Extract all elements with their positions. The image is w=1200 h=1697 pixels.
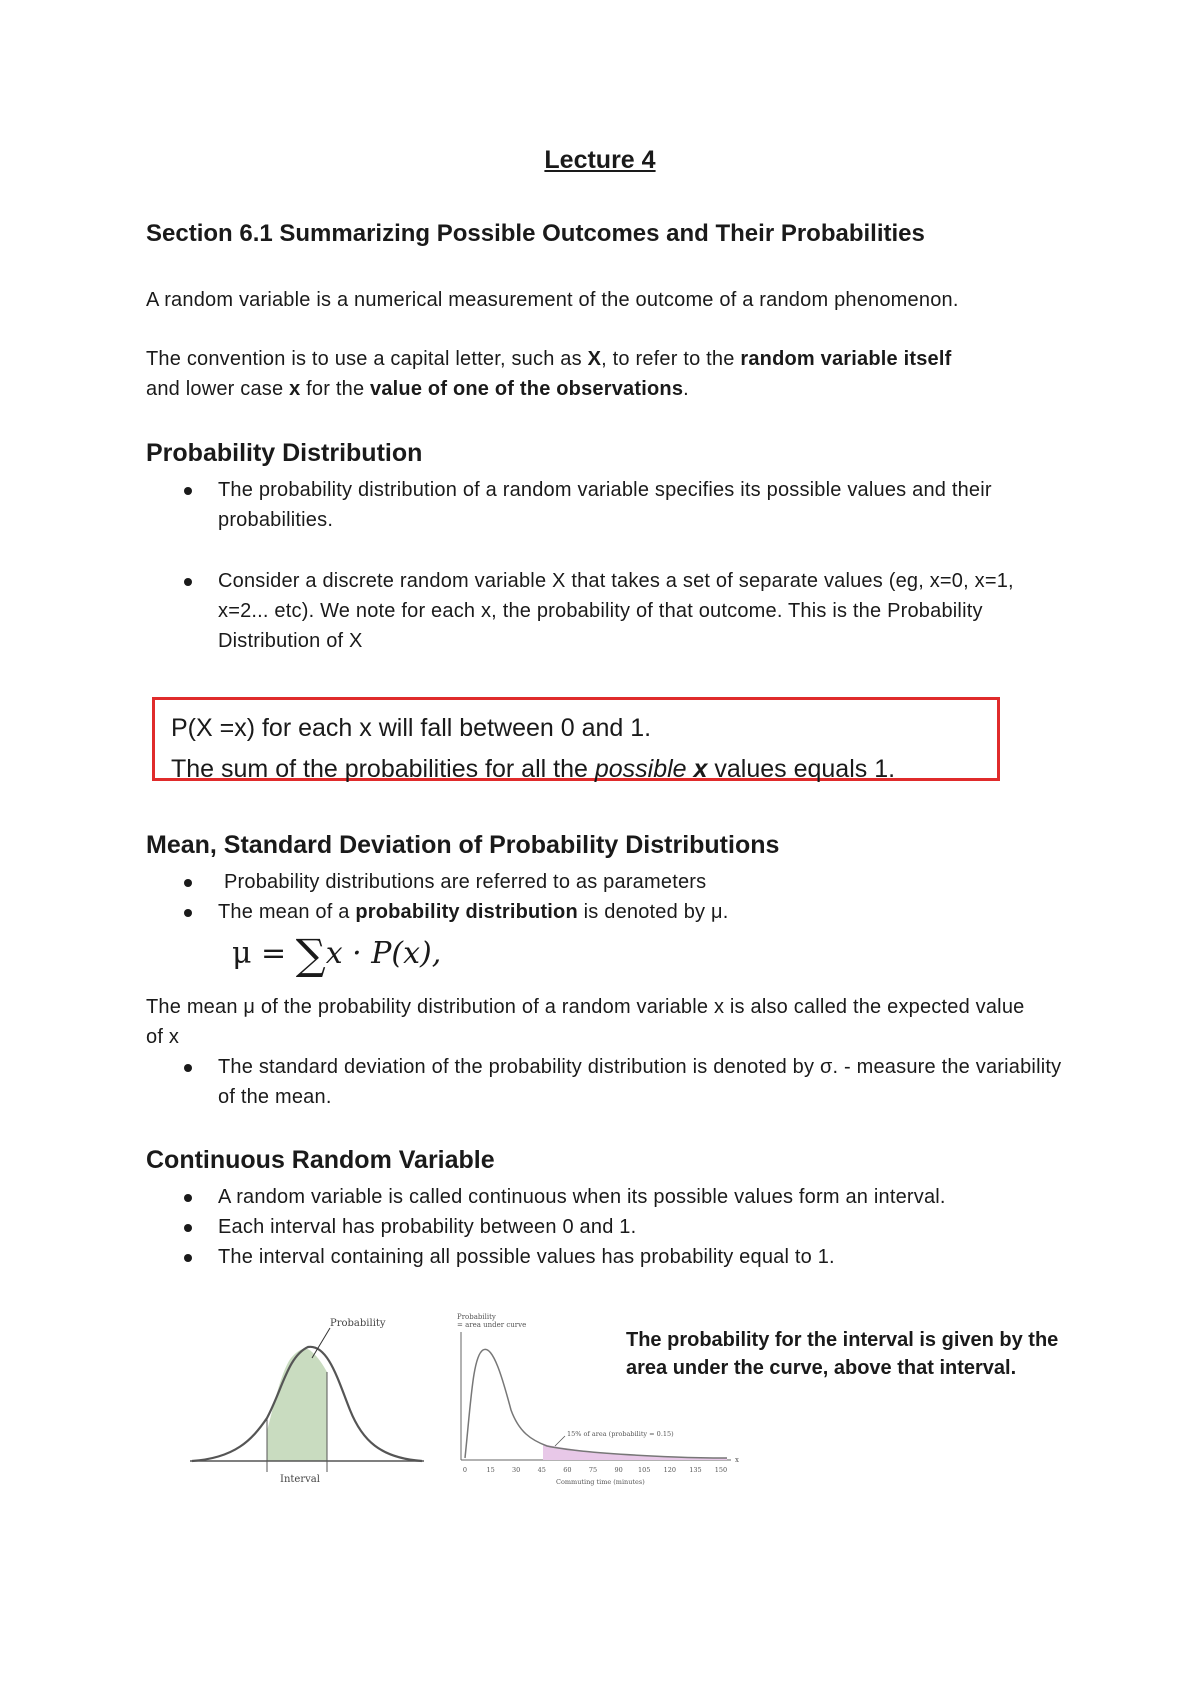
key-facts-box [152, 697, 1000, 781]
bullet-dot [184, 1194, 192, 1202]
prob-dist-heading: Probability Distribution [146, 439, 423, 467]
interval-area [267, 1349, 327, 1461]
convention-text-5: . [683, 378, 689, 400]
skew-tick-label: 60 [563, 1466, 572, 1474]
mean-sd-bullet-2b: is denoted by μ. [577, 901, 729, 923]
section-heading: Section 6.1 Summarizing Possible Outcomes and Their Probabilities [146, 220, 925, 247]
mean-sd-bullet-2a: The mean of a [218, 901, 356, 923]
convention-bold-random-variable: random variable itself [740, 348, 952, 370]
continuous-bullet-3: The interval containing all possible values has probability equal to 1. [218, 1246, 835, 1268]
convention-capital-x: X [587, 348, 602, 370]
formula-lhs: μ = [232, 936, 296, 971]
convention-text-2: , to refer to the [601, 348, 741, 370]
page-title: Lecture 4 [544, 146, 656, 174]
bullet-dot [184, 909, 192, 917]
key-facts-x: x [693, 755, 708, 783]
mean-sd-bullet-2-bold: probability distribution [355, 901, 578, 923]
formula-rhs: x · P(x), [325, 936, 442, 971]
skew-tick-label: 30 [512, 1466, 521, 1474]
bullet-dot [184, 1224, 192, 1232]
skew-tick-label: 15 [486, 1466, 495, 1474]
mean-formula [232, 930, 441, 979]
skew-tick-label: 120 [663, 1466, 677, 1474]
convention-paragraph [146, 344, 1066, 404]
mean-sd-bullet-2 [218, 897, 1078, 927]
skew-tick-label: 0 [462, 1466, 468, 1474]
continuous-bullet-2: Each interval has probability between 0 and 1. [218, 1216, 637, 1238]
skew-tick-label: 105 [637, 1466, 651, 1474]
skew-tick-label: 45 [537, 1466, 546, 1474]
intro-paragraph: A random variable is a numerical measurement of the outcome of a random phenomenon. [146, 289, 959, 311]
sigma-symbol: ∑ [295, 930, 326, 979]
normal-curve-figure [190, 1310, 430, 1490]
key-facts-possible: possible [594, 755, 687, 783]
skew-y-label-1: Probability [457, 1313, 496, 1321]
skew-x-title: Commuting time (minutes) [556, 1478, 645, 1486]
continuous-heading: Continuous Random Variable [146, 1146, 495, 1174]
skew-tick-label: 75 [588, 1466, 598, 1474]
convention-text-4: for the [300, 378, 371, 400]
skew-tick-label: 90 [614, 1466, 623, 1474]
convention-text-3: and lower case [146, 378, 290, 400]
bullet-dot [184, 487, 192, 495]
skew-tick-labels [463, 1466, 727, 1474]
skew-area-pointer [555, 1436, 565, 1446]
mean-sd-bullet-3: The standard deviation of the probability distribution is denoted by σ. - measure the variability of the mean. [218, 1056, 1062, 1108]
bullet-dot [184, 578, 192, 586]
skew-tick-label: 135 [689, 1466, 702, 1474]
prob-dist-bullet-1: The probability distribution of a random variable specifies its possible values and their probabilities. [218, 479, 992, 531]
skew-area-label: 15% of area (probability = 0.15) [567, 1430, 674, 1438]
convention-bold-value: value of one of the observations [370, 378, 684, 400]
skew-tick-label: 150 [714, 1466, 728, 1474]
mean-paragraph: The mean μ of the probability distribution of a random variable x is also called the expected value of x [146, 996, 1025, 1048]
bullet-dot [184, 1254, 192, 1262]
key-facts-line-2b: values equals 1. [707, 755, 896, 783]
convention-lower-x: x [289, 378, 301, 400]
normal-interval-label: Interval [280, 1474, 320, 1485]
skew-y-label-2: = area under curve [457, 1321, 527, 1329]
prob-dist-bullet-2: Consider a discrete random variable X that takes a set of separate values (eg, x=0, x=1, x=2... etc). We note for each x, the probability of that outcome. This is the Probability Distribution of X [218, 570, 1014, 652]
mean-sd-bullet-1: Probability distributions are referred to as parameters [224, 871, 707, 893]
bullet-dot [184, 879, 192, 887]
mean-sd-heading: Mean, Standard Deviation of Probability Distributions [146, 831, 780, 859]
key-facts-line-1: P(X =x) for each x will fall between 0 and 1. [171, 714, 652, 742]
normal-probability-label: Probability [330, 1318, 386, 1329]
continuous-bullet-1: A random variable is called continuous when its possible values form an interval. [218, 1186, 946, 1208]
bullet-dot [184, 1064, 192, 1072]
convention-text-1: The convention is to use a capital letter, such as [146, 348, 588, 370]
probability-pointer [312, 1328, 330, 1358]
key-facts-line-2 [171, 749, 983, 790]
figure-caption: The probability for the interval is given by the area under the curve, above that interval. [626, 1329, 1059, 1379]
key-facts-line-2a: The sum of the probabilities for all the [171, 755, 595, 783]
skew-x-axis-label: x [735, 1456, 739, 1464]
